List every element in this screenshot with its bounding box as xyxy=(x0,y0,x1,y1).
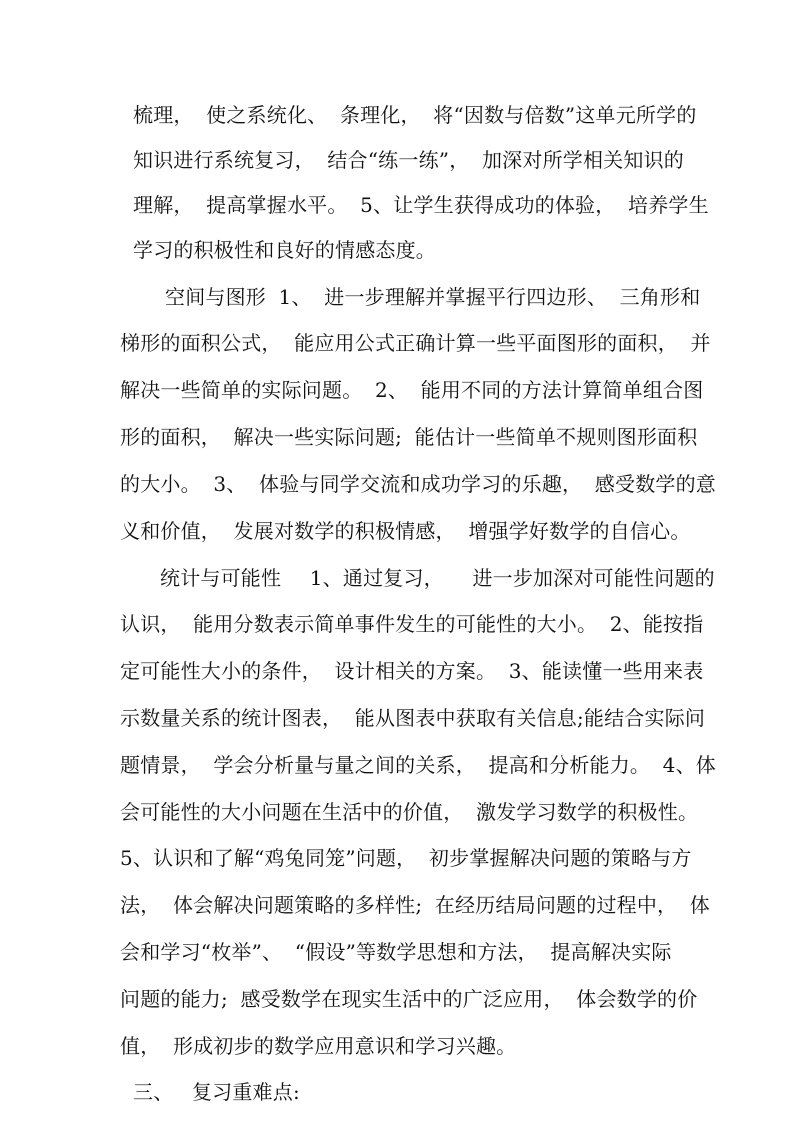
text-line-18: 法， 体会解决问题策略的多样性; 在经历结局问题的过程中， 体 xyxy=(120,893,711,917)
text-line-1: 梳理， 使之系统化、 条理化， 将“因数与倍数”这单元所学的 xyxy=(133,103,697,127)
text-line-13: 定可能性大小的条件， 设计相关的方案。 3、能读懂一些用来表 xyxy=(120,659,704,683)
text-line-3: 理解， 提高掌握水平。 5、让学生获得成功的体验， 培养学生 xyxy=(133,193,709,217)
text-line-17: 5、认识和了解“鸡兔同笼”问题， 初步掌握解决问题的策略与方 xyxy=(120,846,692,870)
text-line-14: 示数量关系的统计图表， 能从图表中获取有关信息;能结合实际问 xyxy=(120,706,706,730)
text-line-5: 空间与图形 1、 进一步理解并掌握平行四边形、 三角形和 xyxy=(165,285,701,309)
text-line-2: 知识进行系统复习， 结合“练一练”， 加深对所学相关知识的 xyxy=(133,148,684,172)
text-line-4: 学习的积极性和良好的情感态度。 xyxy=(133,238,436,262)
text-line-11: 统计与可能性 1、通过复习， 进一步加深对可能性问题的 xyxy=(160,566,715,590)
text-line-15: 题情景， 学会分析量与量之间的关系， 提高和分析能力。 4、体 xyxy=(120,753,716,777)
text-line-16: 会可能性的大小问题在生活中的价值， 激发学习数学的积极性。 xyxy=(120,800,699,824)
text-line-6: 梯形的面积公式， 能应用公式正确计算一些平面图形的面积， 并 xyxy=(120,331,711,355)
text-line-21: 值， 形成初步的数学应用意识和学习兴趣。 xyxy=(120,1034,517,1058)
text-line-20: 问题的能力; 感受数学在现实生活中的广泛应用， 体会数学的价 xyxy=(120,987,698,1011)
text-line-9: 的大小。 3、 体验与同学交流和成功学习的乐趣， 感受数学的意 xyxy=(120,472,716,496)
text-line-8: 形的面积， 解决一些实际问题; 能估计一些简单不规则图形面积 xyxy=(120,425,698,449)
text-line-7: 解决一些简单的实际问题。 2、 能用不同的方法计算简单组合图 xyxy=(120,378,704,402)
section-heading-3: 三、 复习重难点: xyxy=(133,1080,300,1104)
text-line-12: 认识， 能用分数表示简单事件发生的可能性的大小。 2、能按指 xyxy=(120,612,704,636)
text-line-19: 会和学习“枚举”、 “假设”等数学思想和方法， 提高解决实际 xyxy=(120,940,672,964)
text-line-10: 义和价值， 发展对数学的积极情感， 增强学好数学的自信心。 xyxy=(120,519,691,543)
